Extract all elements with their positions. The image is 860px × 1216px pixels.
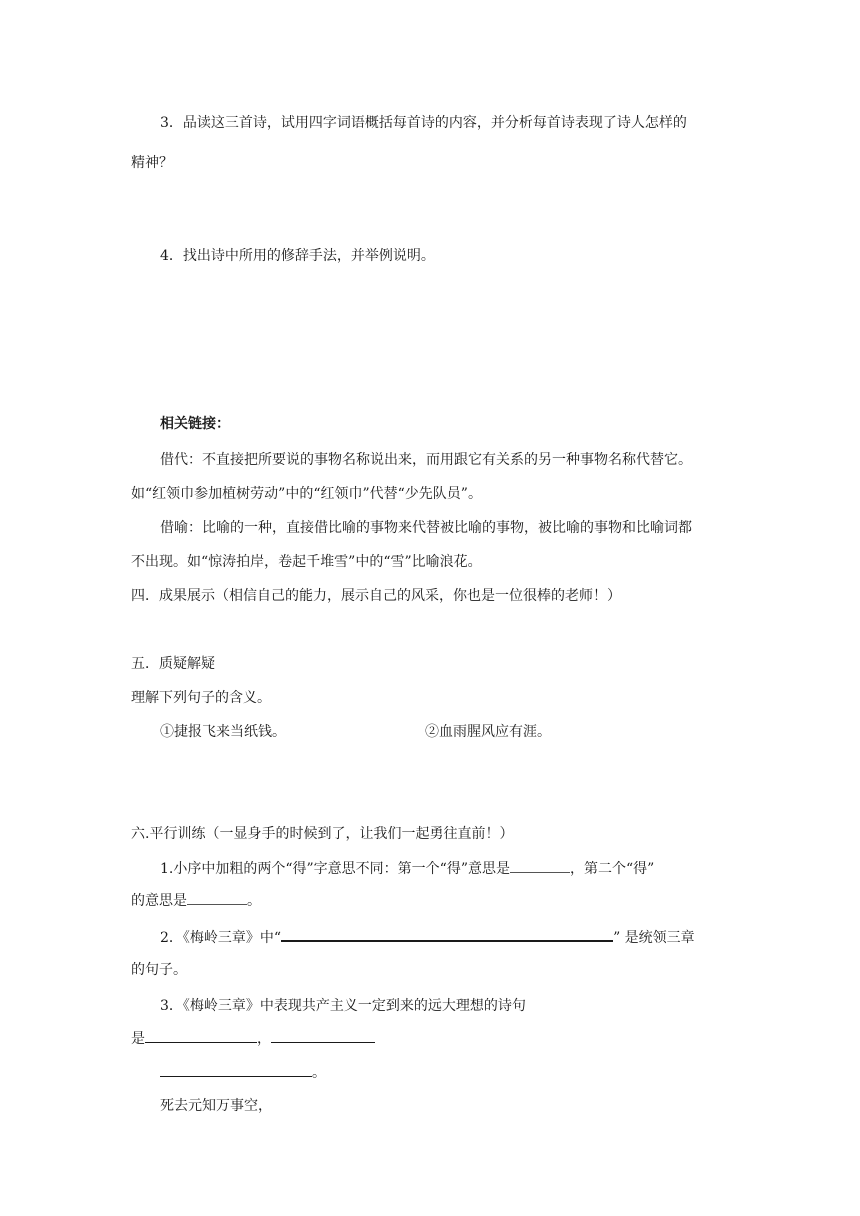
s6-q2-text-b: ” 是统领三章 bbox=[613, 930, 695, 946]
section4-title: 四．成果展示（相信自己的能力，展示自己的风采，你也是一位很棒的老师！） bbox=[131, 588, 621, 604]
poem-line: 死去元知万事空， bbox=[160, 1098, 272, 1114]
s6-q1-text-b: ，第二个“得” bbox=[570, 861, 655, 877]
jieyu-line2: 不出现。如“惊涛拍岸，卷起千堆雪”中的“雪”比喻浪花。 bbox=[131, 554, 482, 570]
jiedai-line2: 如“红领巾参加植树劳动”中的“红领巾”代替“少先队员”。 bbox=[131, 486, 482, 502]
answer-blank-4[interactable] bbox=[145, 1028, 257, 1043]
s6-q2-line2: 的句子。 bbox=[131, 962, 187, 978]
s6-q3-line1: 3．《梅岭三章》中表现共产主义一定到来的远大理想的诗句 bbox=[160, 998, 526, 1014]
q4-line1: 4．找出诗中所用的修辞手法，并举例说明。 bbox=[160, 248, 435, 264]
s6-q1-line2-text-b: 。 bbox=[247, 893, 261, 909]
section5-instruction: 理解下列句子的含义。 bbox=[131, 690, 271, 706]
section5-title: 五．质疑解疑 bbox=[131, 656, 215, 672]
section5-sentence1: ①捷报飞来当纸钱。 bbox=[160, 724, 286, 740]
section5-sentence2: ②血雨腥风应有涯。 bbox=[425, 724, 551, 740]
jiedai-line1: 借代：不直接把所要说的事物名称说出来，而用跟它有关系的另一种事物名称代替它。 bbox=[160, 452, 692, 468]
answer-blank-5[interactable] bbox=[271, 1028, 375, 1043]
q3-line2: 精神？ bbox=[131, 155, 173, 171]
s6-q3-line3 bbox=[160, 1062, 326, 1083]
s6-q3-line2 bbox=[131, 1028, 375, 1049]
s6-q1-line1 bbox=[160, 858, 654, 879]
s6-q3-line3-end: 。 bbox=[312, 1065, 326, 1081]
s6-q1-line2-text-a: 的意思是 bbox=[131, 893, 187, 909]
answer-blank-3[interactable] bbox=[281, 926, 613, 942]
s6-q1-text-a: 1.小序中加粗的两个“得”字意思不同：第一个“得”意思是 bbox=[160, 861, 510, 877]
answer-blank-2[interactable] bbox=[187, 890, 247, 905]
s6-q1-line2 bbox=[131, 890, 261, 911]
answer-blank-6[interactable] bbox=[160, 1062, 312, 1077]
s6-q2-text-a: 2．《梅岭三章》中“ bbox=[160, 930, 282, 946]
s6-q3-line2-text-a: 是 bbox=[131, 1031, 145, 1047]
jieyu-line1: 借喻：比喻的一种，直接借比喻的事物来代替被比喻的事物，被比喻的事物和比喻词都 bbox=[160, 520, 692, 536]
s6-q2-line1 bbox=[160, 926, 695, 948]
answer-blank-1[interactable] bbox=[510, 858, 570, 873]
q3-line1: 3．品读这三首诗，试用四字词语概括每首诗的内容，并分析每首诗表现了诗人怎样的 bbox=[160, 115, 687, 131]
section6-title: 六.平行训练（一显身手的时候到了，让我们一起勇往直前！） bbox=[131, 826, 514, 842]
related-heading: 相关链接： bbox=[160, 416, 230, 432]
s6-q3-line2-text-b: ， bbox=[257, 1031, 271, 1047]
